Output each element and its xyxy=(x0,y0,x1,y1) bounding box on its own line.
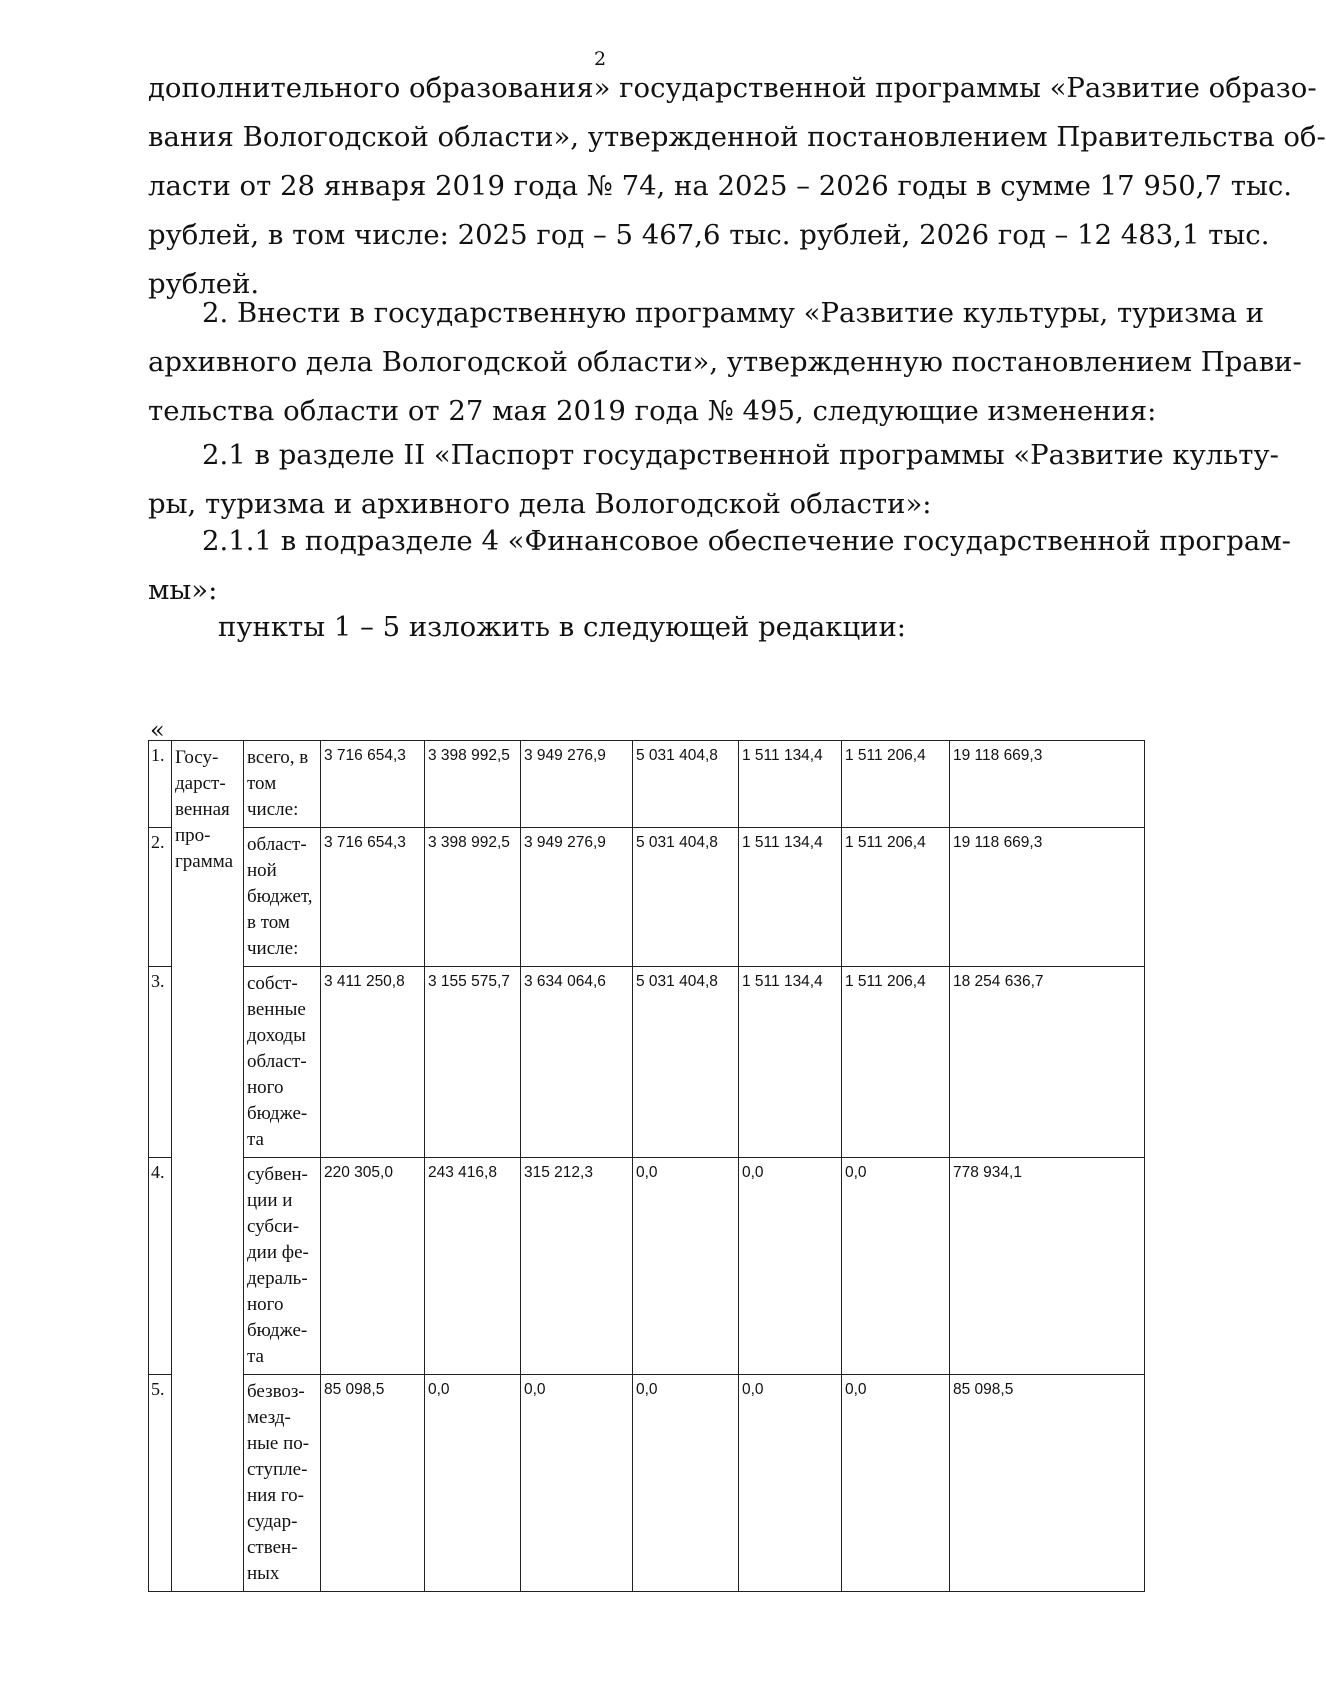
table-row xyxy=(149,741,1145,828)
amount-cell: 243 416,8 xyxy=(425,1158,521,1375)
text-line: мы»: xyxy=(148,574,218,606)
funding-source: област- ной бюджет, в том числе: xyxy=(244,828,321,967)
program-label: Госу- дарст- венная про- грамма xyxy=(172,741,244,1592)
amount-cell: 5 031 404,8 xyxy=(633,967,739,1158)
amount-cell: 1 511 206,4 xyxy=(842,741,950,828)
amount-cell: 5 031 404,8 xyxy=(633,741,739,828)
funding-source: субвен- ции и субси- дии фе- дераль- ного бюдже- та xyxy=(244,1158,321,1375)
quote-open-mark: « xyxy=(150,716,165,744)
financing-table xyxy=(148,740,1145,1592)
text-line: ры, туризма и архивного дела Вологодской области»: xyxy=(148,488,932,520)
paragraph xyxy=(148,64,1326,309)
text-line: дополнительного образования» государственной программы «Развитие образо- xyxy=(148,72,1317,104)
funding-source: собст- венные доходы област- ного бюдже- та xyxy=(244,967,321,1158)
table-row xyxy=(149,1375,1145,1592)
paragraph xyxy=(148,431,1279,529)
amount-cell: 3 716 654,3 xyxy=(321,828,425,967)
row-number: 4. xyxy=(149,1158,172,1375)
amount-cell: 0,0 xyxy=(633,1158,739,1375)
paragraph xyxy=(148,517,1291,615)
funding-source: всего, в том числе: xyxy=(244,741,321,828)
amount-cell: 3 716 654,3 xyxy=(321,741,425,828)
amount-cell: 85 098,5 xyxy=(321,1375,425,1592)
amount-cell: 3 949 276,9 xyxy=(521,741,633,828)
amount-cell: 220 305,0 xyxy=(321,1158,425,1375)
row-number: 1. xyxy=(149,741,172,828)
amount-cell: 5 031 404,8 xyxy=(633,828,739,967)
table-row xyxy=(149,828,1145,967)
amount-cell: 778 934,1 xyxy=(950,1158,1145,1375)
text-line: вания Вологодской области», утвержденной постановлением Правительства об- xyxy=(148,121,1326,153)
amount-cell: 0,0 xyxy=(842,1158,950,1375)
text-line: 2. Внести в государственную программу «Развитие культуры, туризма и xyxy=(202,297,1265,329)
row-number: 2. xyxy=(149,828,172,967)
amount-cell: 0,0 xyxy=(425,1375,521,1592)
paragraph xyxy=(148,289,1302,436)
row-number: 5. xyxy=(149,1375,172,1592)
amount-cell: 0,0 xyxy=(739,1375,842,1592)
amount-cell: 3 398 992,5 xyxy=(425,741,521,828)
paragraph xyxy=(148,603,1144,652)
row-number: 3. xyxy=(149,967,172,1158)
amount-cell: 1 511 134,4 xyxy=(739,741,842,828)
text-line: пункты 1 – 5 изложить в следующей редакции: xyxy=(218,611,907,643)
amount-cell: 1 511 206,4 xyxy=(842,828,950,967)
text-line: 2.1 в разделе II «Паспорт государственной программы «Развитие культу- xyxy=(202,439,1279,471)
table-row xyxy=(149,967,1145,1158)
text-line: 2.1.1 в подразделе 4 «Финансовое обеспечение государственной програм- xyxy=(202,525,1291,557)
text-line: рублей, в том числе: 2025 год – 5 467,6 тыс. рублей, 2026 год – 12 483,1 тыс. xyxy=(148,219,1270,251)
text-line: ласти от 28 января 2019 года № 74, на 2025 – 2026 годы в сумме 17 950,7 тыс. xyxy=(148,170,1293,202)
amount-cell: 0,0 xyxy=(842,1375,950,1592)
table-row xyxy=(149,1158,1145,1375)
page-number: 2 xyxy=(593,48,607,70)
text-line: тельства области от 27 мая 2019 года № 495, следующие изменения: xyxy=(148,395,1157,427)
amount-cell: 0,0 xyxy=(739,1158,842,1375)
amount-cell: 3 155 575,7 xyxy=(425,967,521,1158)
text-line: архивного дела Вологодской области», утвержденную постановлением Прави- xyxy=(148,346,1302,378)
amount-cell: 1 511 134,4 xyxy=(739,828,842,967)
amount-cell: 1 511 206,4 xyxy=(842,967,950,1158)
amount-cell: 3 398 992,5 xyxy=(425,828,521,967)
amount-cell: 85 098,5 xyxy=(950,1375,1145,1592)
amount-cell: 3 949 276,9 xyxy=(521,828,633,967)
amount-cell: 0,0 xyxy=(633,1375,739,1592)
amount-cell: 3 634 064,6 xyxy=(521,967,633,1158)
amount-cell: 3 411 250,8 xyxy=(321,967,425,1158)
amount-cell: 18 254 636,7 xyxy=(950,967,1145,1158)
funding-source: безвоз- мезд- ные по- ступле- ния го- судар- ствен- ных xyxy=(244,1375,321,1592)
amount-cell: 19 118 669,3 xyxy=(950,828,1145,967)
amount-cell: 0,0 xyxy=(521,1375,633,1592)
amount-cell: 315 212,3 xyxy=(521,1158,633,1375)
amount-cell: 1 511 134,4 xyxy=(739,967,842,1158)
text-line: рублей. xyxy=(148,268,260,300)
amount-cell: 19 118 669,3 xyxy=(950,741,1145,828)
